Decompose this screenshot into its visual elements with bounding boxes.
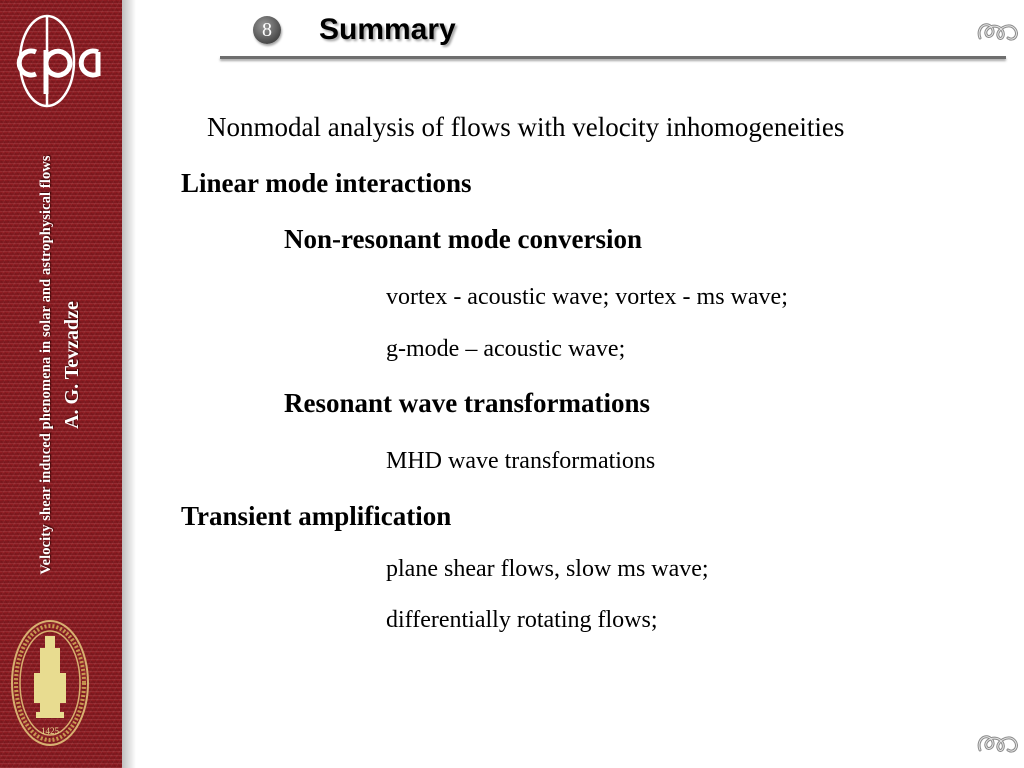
epa-logo-icon [14, 12, 114, 110]
curl-nav-icon[interactable] [974, 16, 1022, 46]
slide-number-badge [253, 16, 281, 44]
section-heading: Transient amplification [181, 501, 452, 531]
slide-number: 8 [262, 19, 272, 41]
sidebar-course-title: Velocity shear induced phenomena in solar and astrophysical flows [38, 155, 54, 575]
subsection-heading: Resonant wave transformations [284, 388, 650, 418]
list-item: plane shear flows, slow ms wave; [386, 556, 709, 582]
sidebar [0, 0, 122, 768]
section-heading: Linear mode interactions [181, 168, 472, 198]
sidebar-shadow [122, 0, 136, 768]
list-item: vortex - acoustic wave; vortex - ms wave; [386, 284, 788, 310]
title-divider [220, 56, 1006, 59]
list-item: MHD wave transformations [386, 448, 656, 474]
subsection-heading: Non-resonant mode conversion [284, 224, 643, 254]
slide-title: Summary [319, 13, 456, 46]
university-seal-icon [10, 618, 90, 748]
intro-line: Nonmodal analysis of flows with velocity inhomogeneities [207, 112, 845, 142]
list-item: differentially rotating flows; [386, 607, 658, 633]
sidebar-author: A. G. Tevzadze [61, 301, 83, 429]
curl-nav-icon[interactable] [974, 728, 1022, 758]
seal-year: 1425 [41, 726, 59, 736]
list-item: g-mode – acoustic wave; [386, 336, 626, 362]
